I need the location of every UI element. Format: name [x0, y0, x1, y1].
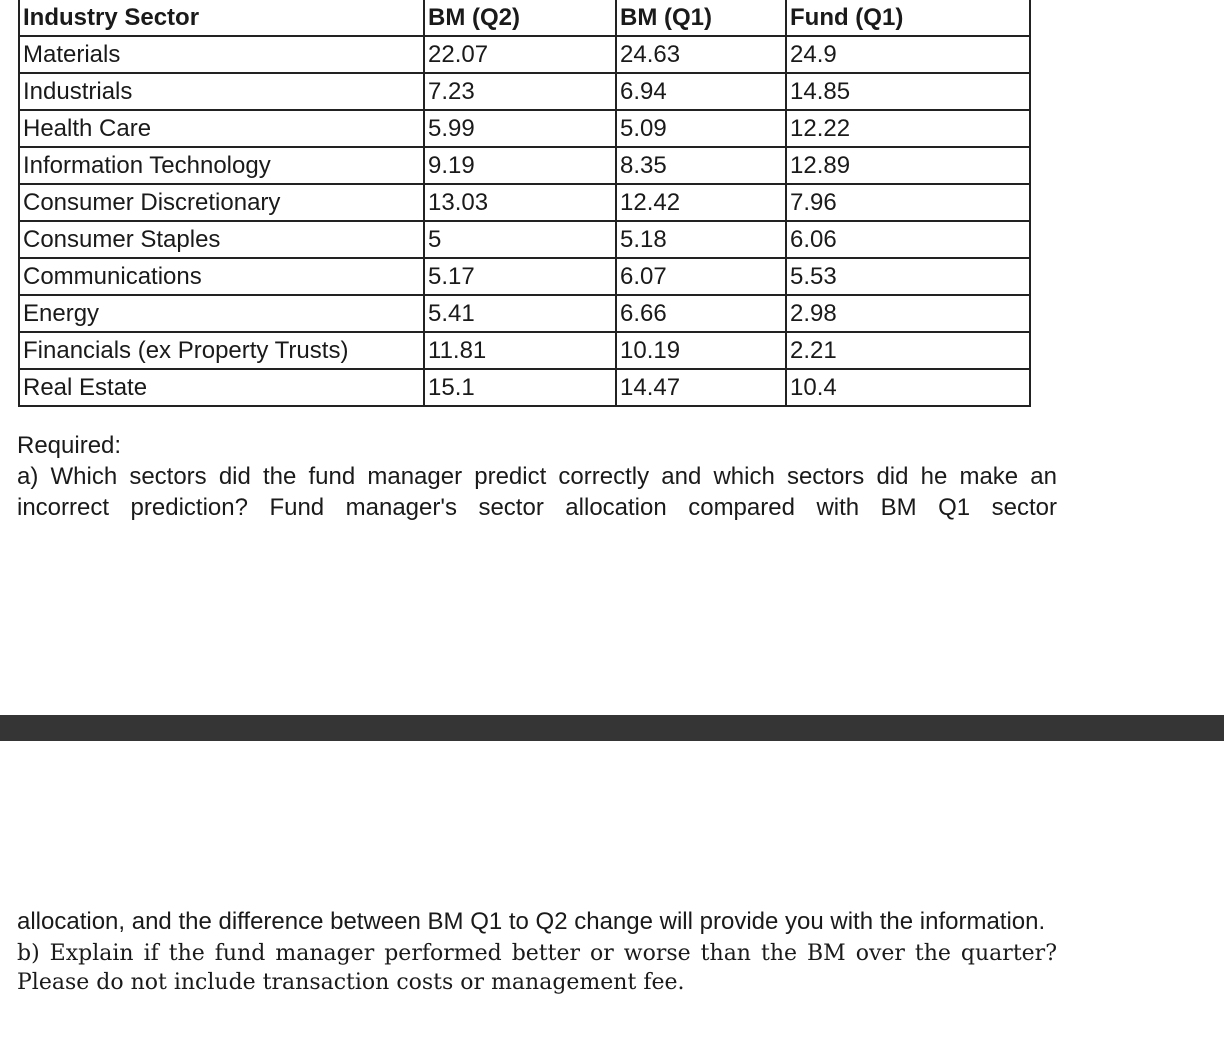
cell-bm-q1: 6.07: [616, 258, 786, 295]
required-label: Required:: [17, 432, 122, 459]
table-row: [19, 332, 1030, 369]
cell-bm-q1: 8.35: [616, 147, 786, 184]
table-row: [19, 73, 1030, 110]
cell-sector: Consumer Discretionary: [19, 184, 424, 221]
cell-bm-q2: 5.17: [424, 258, 616, 295]
cell-sector: Materials: [19, 36, 424, 73]
table-row: [19, 369, 1030, 406]
cell-fund-q1: 14.85: [786, 73, 1030, 110]
table-row: [19, 221, 1030, 258]
cell-bm-q2: 9.19: [424, 147, 616, 184]
header-industry-sector: Industry Sector: [19, 0, 424, 36]
sector-allocation-table: [18, 0, 1031, 407]
cell-fund-q1: 6.06: [786, 221, 1030, 258]
cell-sector: Information Technology: [19, 147, 424, 184]
table-row: [19, 36, 1030, 73]
question-part-a-continued: allocation, and the difference between BM Q1 to Q2 change will provide you with the information.: [17, 908, 1046, 935]
table-row: [19, 184, 1030, 221]
cell-bm-q1: 24.63: [616, 36, 786, 73]
table-row: [19, 258, 1030, 295]
header-fund-q1: Fund (Q1): [786, 0, 1030, 36]
cell-bm-q1: 6.66: [616, 295, 786, 332]
cell-sector: Financials (ex Property Trusts): [19, 332, 424, 369]
header-bm-q1: BM (Q1): [616, 0, 786, 36]
cell-sector: Communications: [19, 258, 424, 295]
cell-bm-q2: 15.1: [424, 369, 616, 406]
cell-sector: Industrials: [19, 73, 424, 110]
cell-bm-q2: 5.41: [424, 295, 616, 332]
cell-bm-q2: 5: [424, 221, 616, 258]
table-row: [19, 295, 1030, 332]
cell-fund-q1: 2.98: [786, 295, 1030, 332]
cell-bm-q1: 10.19: [616, 332, 786, 369]
cell-sector: Energy: [19, 295, 424, 332]
cell-fund-q1: 2.21: [786, 332, 1030, 369]
cell-sector: Consumer Staples: [19, 221, 424, 258]
cell-bm-q2: 5.99: [424, 110, 616, 147]
cell-bm-q2: 22.07: [424, 36, 616, 73]
table-row: [19, 110, 1030, 147]
cell-bm-q1: 6.94: [616, 73, 786, 110]
cell-fund-q1: 24.9: [786, 36, 1030, 73]
cell-bm-q1: 14.47: [616, 369, 786, 406]
cell-sector: Real Estate: [19, 369, 424, 406]
cell-bm-q2: 13.03: [424, 184, 616, 221]
header-bm-q2: BM (Q2): [424, 0, 616, 36]
question-part-b: b) Explain if the fund manager performed better or worse than the BM over the quarter? Please do not include transaction costs or management fee.: [17, 941, 1057, 995]
table-row: [19, 147, 1030, 184]
cell-fund-q1: 5.53: [786, 258, 1030, 295]
cell-bm-q2: 11.81: [424, 332, 616, 369]
cell-bm-q1: 12.42: [616, 184, 786, 221]
page-divider: [0, 715, 1224, 741]
table-header-row: [19, 0, 1030, 36]
question-part-a: a) Which sectors did the fund manager predict correctly and which sectors did he make an incorrect prediction? Fund manager's sector allocation compared with BM Q1 sector: [17, 463, 1057, 521]
cell-fund-q1: 12.89: [786, 147, 1030, 184]
cell-fund-q1: 10.4: [786, 369, 1030, 406]
question-section-bottom: [17, 906, 1057, 997]
cell-bm-q1: 5.18: [616, 221, 786, 258]
cell-bm-q1: 5.09: [616, 110, 786, 147]
cell-fund-q1: 12.22: [786, 110, 1030, 147]
cell-fund-q1: 7.96: [786, 184, 1030, 221]
cell-sector: Health Care: [19, 110, 424, 147]
cell-bm-q2: 7.23: [424, 73, 616, 110]
question-section-top: [17, 430, 1057, 523]
